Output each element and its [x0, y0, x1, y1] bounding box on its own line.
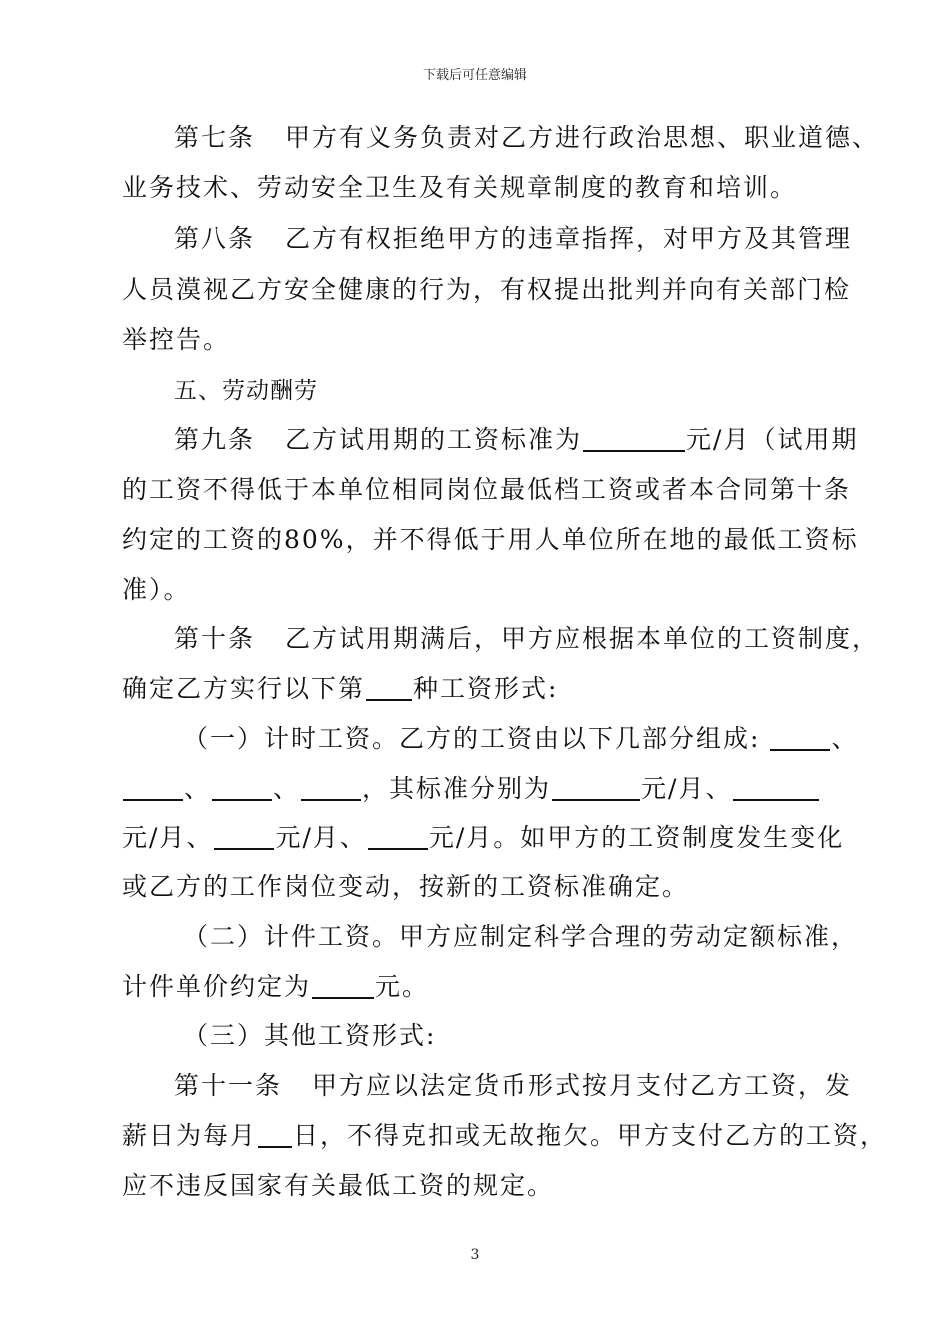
blank-wage-component-3[interactable] [212, 775, 272, 801]
article-9-line-2: 的工资不得低于本单位相同岗位最低档工资或者本合同第十条 [122, 475, 852, 504]
time-wage-line-1: （一）计时工资。乙方的工资由以下几部分组成: 、 [183, 724, 859, 753]
blank-wage-component-1[interactable] [770, 725, 830, 751]
article-8-line-1 [174, 224, 852, 254]
article-11-line-3: 应不违反国家有关最低工资的规定。 [122, 1171, 555, 1200]
article-7-line-2: 业务技术、劳动安全卫生及有关规章制度的教育和培训。 [122, 173, 798, 202]
page-header: 下载后可任意编辑 [422, 68, 527, 83]
blank-wage-standard-4[interactable] [368, 824, 428, 850]
article-9-line-4: 准）。 [122, 575, 191, 604]
article-9-line-3: 约定的工资的80%，并不得低于用人单位所在地的最低工资标 [122, 525, 859, 554]
article-9-label: 第九条 [174, 425, 256, 454]
page-number: 3 [470, 1247, 480, 1263]
article-10-line-1: 第十条 乙方试用期满后，甲方应根据本单位的工资制度， [174, 624, 880, 653]
piece-wage-line-2: 计件单价约定为 元。 [122, 972, 430, 1001]
blank-trial-wage[interactable] [583, 426, 685, 452]
blank-wage-form-number[interactable] [366, 675, 412, 701]
article-7-text: 甲方有义务负责对乙方进行政治思想、职业道德、 [285, 123, 880, 152]
blank-wage-component-2[interactable] [123, 775, 183, 801]
blank-wage-component-4[interactable] [301, 775, 361, 801]
blank-wage-standard-1[interactable] [552, 775, 640, 801]
blank-pay-day[interactable] [258, 1122, 292, 1148]
blank-piece-rate[interactable] [312, 973, 374, 999]
article-11-line-2: 薪日为每月 日，不得克扣或无故拖欠。甲方支付乙方的工资， [122, 1121, 888, 1150]
article-11-line-1: 第十一条 甲方应以法定货币形式按月支付乙方工资，发 [174, 1071, 853, 1100]
article-8-line-2: 人员漠视乙方安全健康的行为，有权提出批判并向有关部门检 [122, 275, 852, 304]
article-11-label: 第十一条 [174, 1071, 283, 1100]
article-10-line-2: 确定乙方实行以下第 种工资形式: [122, 674, 559, 703]
article-8-text: 乙方有权拒绝甲方的违章指挥，对甲方及其管理 [285, 224, 853, 253]
blank-wage-standard-2[interactable] [733, 775, 819, 801]
article-10-label: 第十条 [174, 624, 256, 653]
article-7-line-1 [174, 123, 879, 153]
blank-wage-standard-3[interactable] [214, 824, 274, 850]
article-7-label: 第七条 [174, 123, 256, 152]
time-wage-line-3: 元/月、 元/月、 元/月。如甲方的工资制度发生变化 [122, 823, 845, 852]
section-5-heading: 五、劳动酬劳 [174, 378, 318, 404]
time-wage-line-4: 或乙方的工作岗位变动，按新的工资标准确定。 [122, 872, 690, 901]
article-8-line-3: 举控告。 [122, 325, 231, 354]
piece-wage-line-1: （二）计件工资。甲方应制定科学合理的劳动定额标准， [183, 922, 859, 951]
article-9-line-1: 第九条 乙方试用期的工资标准为 元/月（试用期 [174, 425, 859, 454]
other-wage-line: （三）其他工资形式: [183, 1021, 437, 1050]
article-8-label: 第八条 [174, 224, 256, 253]
time-wage-line-2: 、 、 ，其标准分别为 元/月、 [122, 774, 820, 804]
